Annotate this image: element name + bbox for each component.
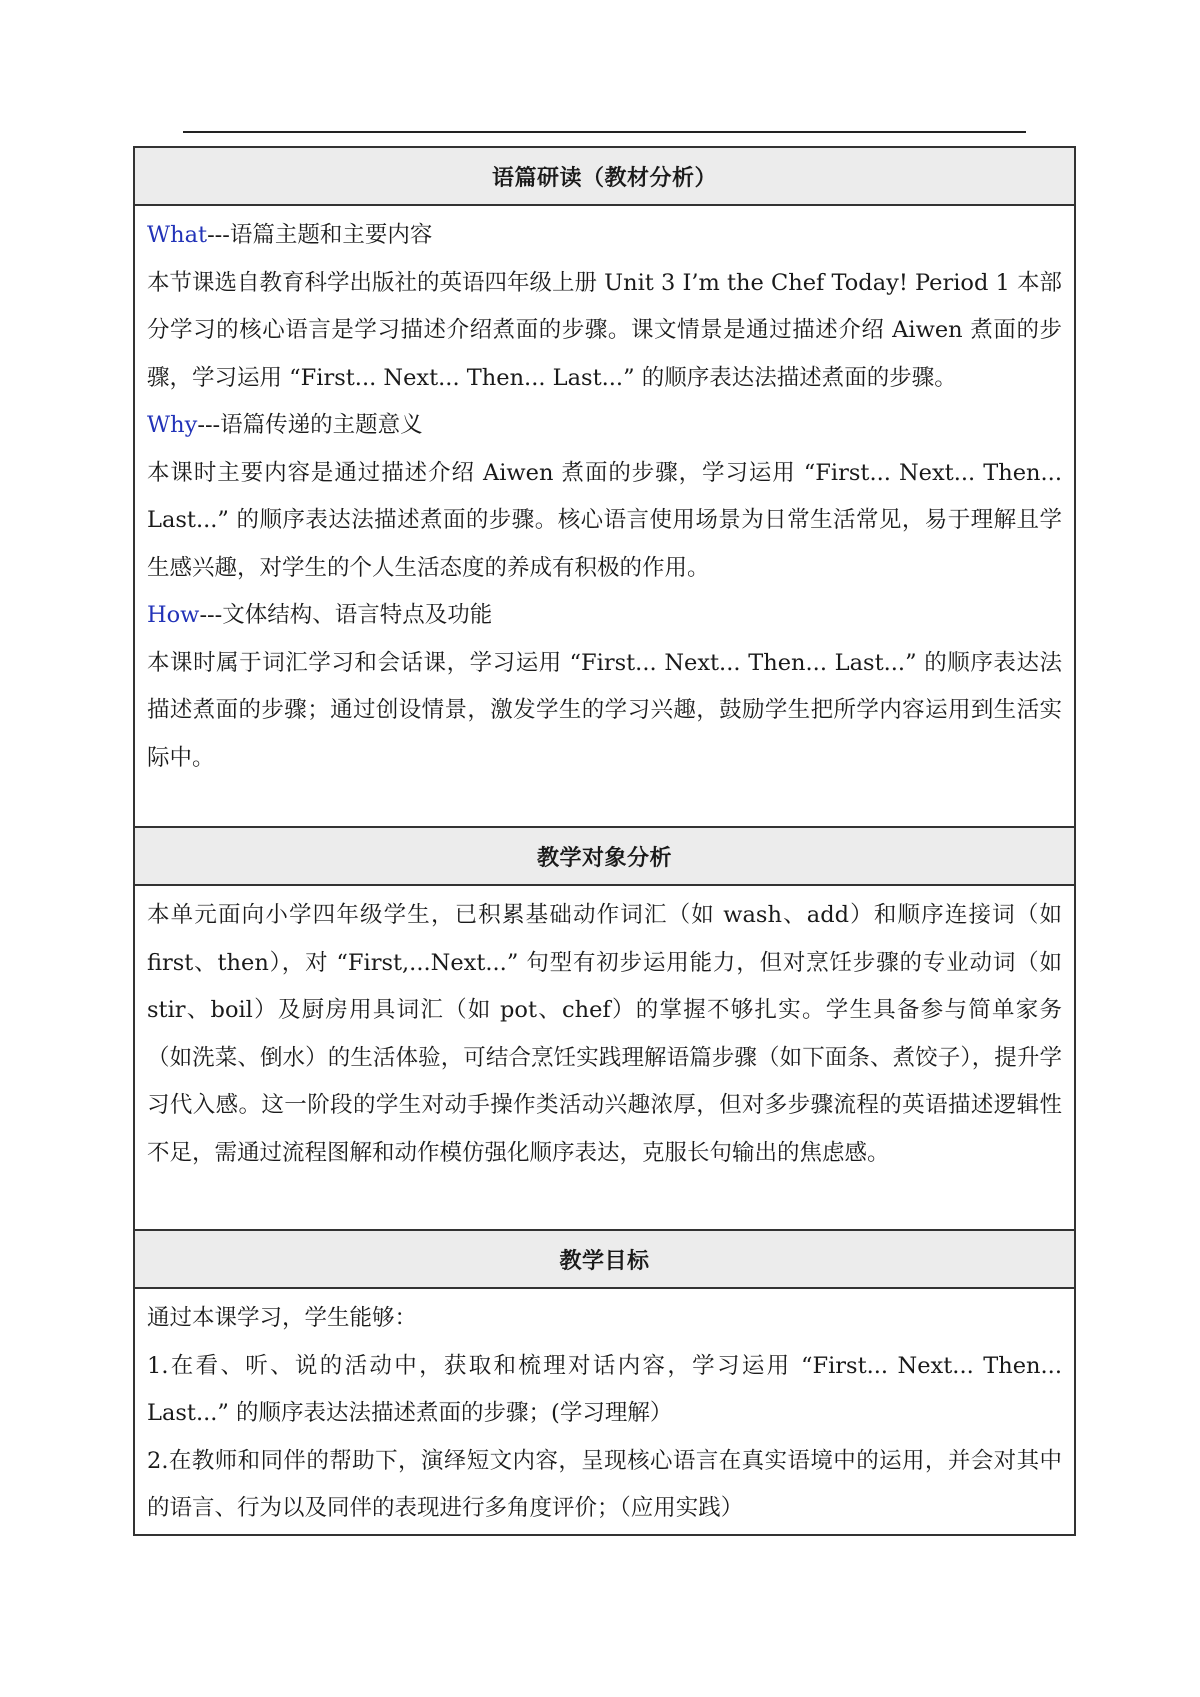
why-label: Why: [147, 412, 198, 438]
what-label: What: [147, 222, 208, 248]
section-header-text-analysis: 语篇研读（教材分析）: [135, 148, 1074, 206]
how-heading: [147, 592, 1062, 640]
lesson-plan-table: [133, 146, 1076, 1536]
why-title: ---语篇传递的主题意义: [197, 412, 423, 438]
goals-intro: 通过本课学习，学生能够：: [147, 1305, 418, 1331]
section-body-learner-analysis: [135, 886, 1074, 1231]
section-body-text-analysis: [135, 206, 1074, 828]
how-title: ---文体结构、语言特点及功能: [199, 602, 493, 628]
goal-item-1: 1.在看、听、说的活动中，获取和梳理对话内容，学习运用 “First... Next... Then... Last...” 的顺序表达法描述煮面的步骤；(学习理解）: [147, 1352, 1062, 1426]
learner-analysis-paragraph: 本单元面向小学四年级学生，已积累基础动作词汇（如 wash、add）和顺序连接词（如 first、then），对 “First,...Next...” 句型有初步运用能力，但对烹饪步骤的专业动词（如 stir、boil）及厨房用具词汇（如 pot、chef）的掌握不够扎实。学生具备参与简单家务（如洗菜、倒水）的生活体验，可结合烹饪实践理解语篇步骤（如下面条、煮饺子），提升学习代入感。这一阶段的学生对动手操作类活动兴趣浓厚，但对多步骤流程的英语描述逻辑性不足，需通过流程图解和动作模仿强化顺序表达，克服长句输出的焦虑感。: [147, 902, 1062, 1166]
how-paragraph: 本课时属于词汇学习和会话课，学习运用 “First... Next... Then... Last...” 的顺序表达法描述煮面的步骤；通过创设情景，激发学生的学习兴趣，鼓励学生把所学内容运用到生活实际中。: [147, 649, 1062, 771]
section-body-teaching-goals: [135, 1289, 1074, 1534]
header-rule: [183, 131, 1026, 133]
what-title: ---语篇主题和主要内容: [207, 222, 433, 248]
what-heading: [147, 212, 1062, 260]
how-label: How: [147, 602, 200, 628]
section-header-learner-analysis: 教学对象分析: [135, 828, 1074, 886]
why-paragraph: 本课时主要内容是通过描述介绍 Aiwen 煮面的步骤，学习运用 “First... Next... Then... Last...” 的顺序表达法描述煮面的步骤。核心语言使用场景为日常生活常见，易于理解且学生感兴趣，对学生的个人生活态度的养成有积极的作用。: [147, 459, 1062, 581]
goal-item-2: 2.在教师和同伴的帮助下，演绎短文内容，呈现核心语言在真实语境中的运用，并会对其中的语言、行为以及同伴的表现进行多角度评价；（应用实践）: [147, 1447, 1062, 1521]
what-paragraph: 本节课选自教育科学出版社的英语四年级上册 Unit 3 I’m the Chef Today! Period 1 本部分学习的核心语言是学习描述介绍煮面的步骤。课文情景是通过描述介绍 Aiwen 煮面的步骤，学习运用 “First... Next... Then... Last...” 的顺序表达法描述煮面的步骤。: [147, 269, 1062, 391]
section-header-teaching-goals: 教学目标: [135, 1231, 1074, 1289]
why-heading: [147, 402, 1062, 450]
